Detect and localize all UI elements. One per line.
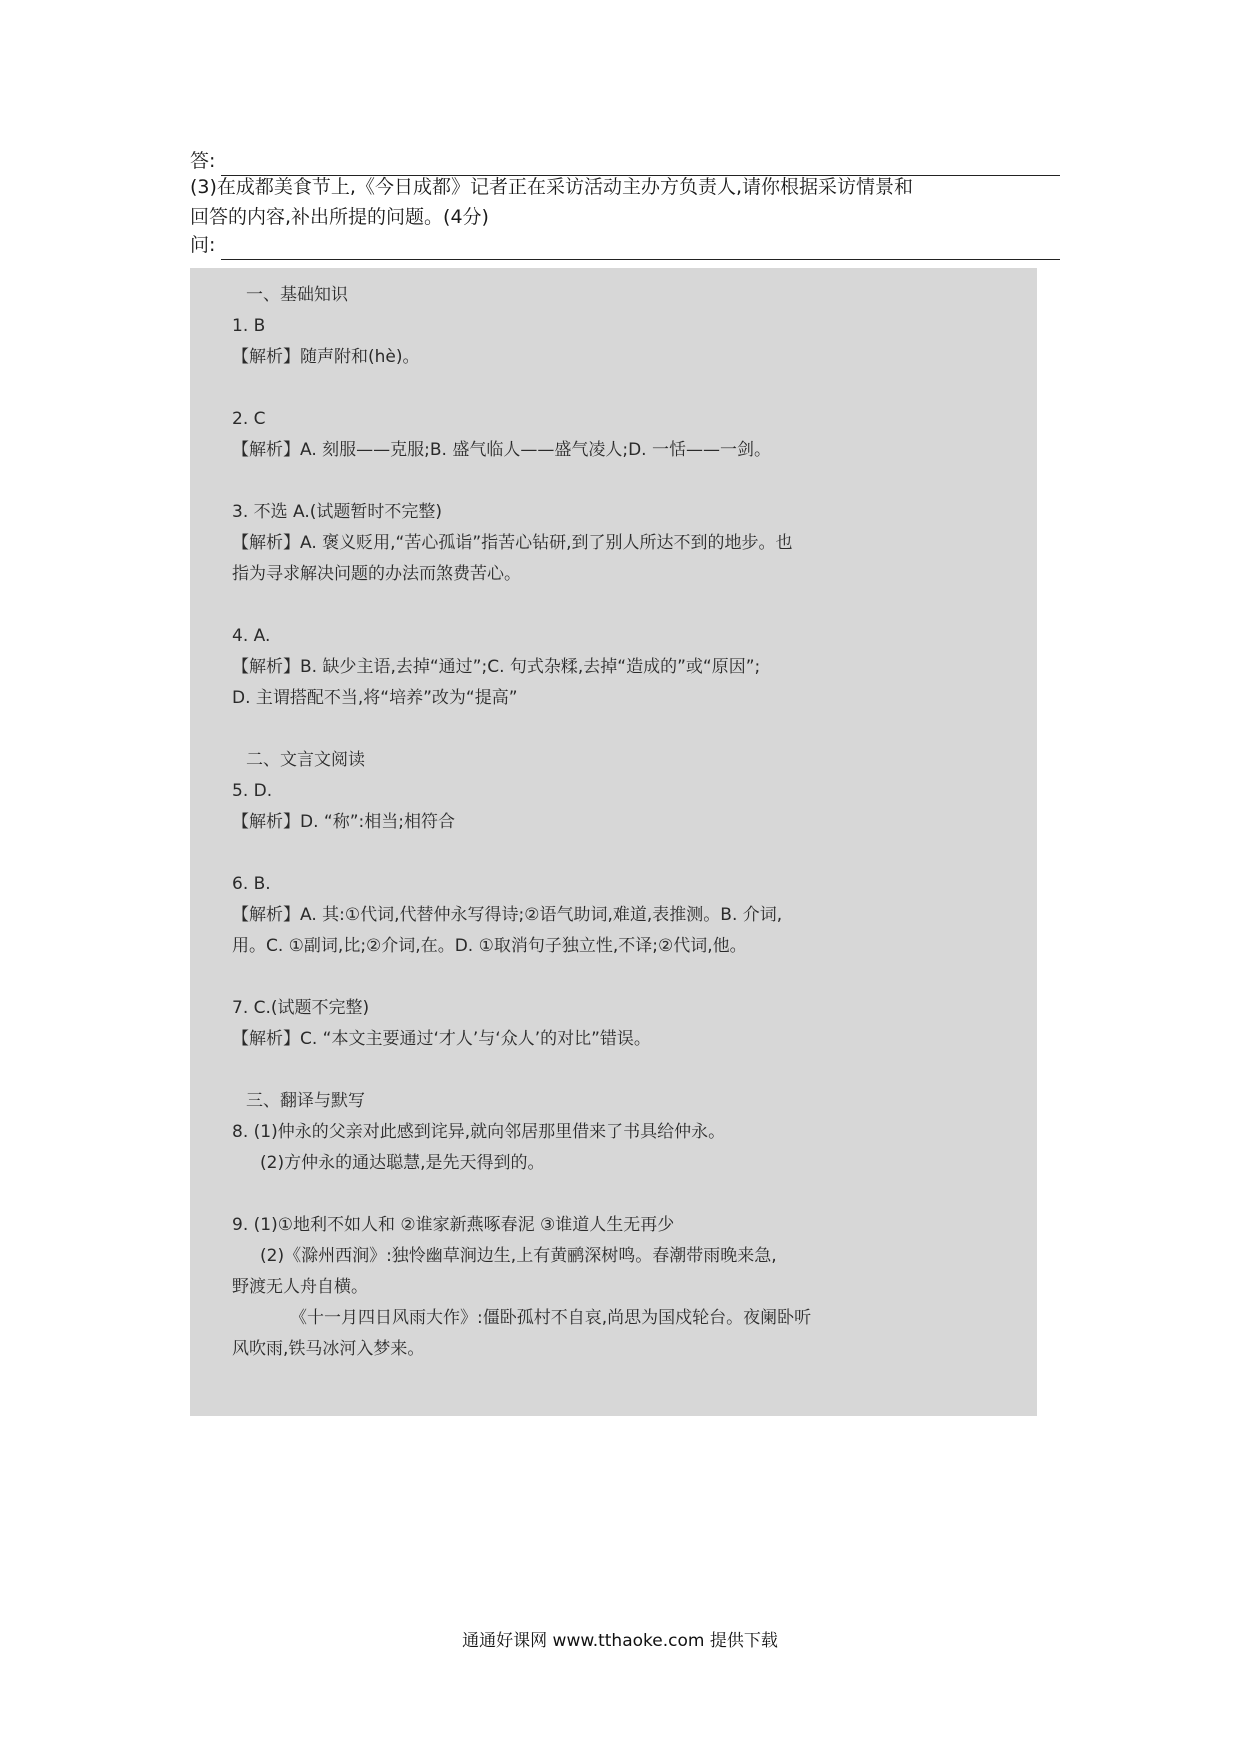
analysis-line: 【解析】C. “本文主要通过‘才人’与‘众人’的对比”错误。 — [232, 1029, 651, 1049]
question-3-line1: (3)在成都美食节上,《今日成都》记者正在采访活动主办方负责人,请你根据采访情景和 — [190, 176, 913, 198]
analysis-line: 【解析】A. 褒义贬用,“苦心孤诣”指苦心钻研,到了别人所达不到的地步。也 — [232, 533, 793, 553]
answer-line: 8. (1)仲永的父亲对此感到诧异,就向邻居那里借来了书具给仲永。 — [232, 1122, 726, 1142]
answer-line: (2)《滁州西涧》:独怜幽草涧边生,上有黄鹂深树鸣。春潮带雨晚来急, — [260, 1246, 777, 1266]
ask-row — [190, 230, 1060, 260]
answer-line: 3. 不选 A.(试题暂时不完整) — [232, 502, 443, 522]
footer-credit: 通通好课网 www.tthaoke.com 提供下载 — [462, 1631, 778, 1651]
analysis-line: 【解析】A. 刻服——克服;B. 盛气临人——盛气凌人;D. 一恬——一剑。 — [232, 440, 771, 460]
section-heading: 一、基础知识 — [246, 285, 348, 305]
question-3 — [190, 172, 1060, 232]
answer-key-panel — [190, 268, 1037, 1416]
ask-blank-line[interactable] — [221, 239, 1060, 260]
analysis-line: 用。C. ①副词,比;②介词,在。D. ①取消句子独立性,不译;②代词,他。 — [232, 936, 747, 956]
analysis-line: 【解析】A. 其:①代词,代替仲永写得诗;②语气助词,难道,表推测。B. 介词, — [232, 905, 783, 925]
answer-line: 1. B — [232, 316, 266, 336]
answer-line: 2. C — [232, 409, 266, 429]
question-3-line2: 回答的内容,补出所提的问题。(4分) — [190, 206, 489, 228]
answer-line: 野渡无人舟自横。 — [232, 1277, 368, 1297]
answer-line: (2)方仲永的通达聪慧,是先天得到的。 — [260, 1153, 545, 1173]
answer-line: 5. D. — [232, 781, 273, 801]
answer-label: 答: — [190, 150, 216, 172]
analysis-line: 【解析】B. 缺少主语,去掉“通过”;C. 句式杂糅,去掉“造成的”或“原因”; — [232, 657, 761, 677]
analysis-line: D. 主谓搭配不当,将“培养”改为“提高” — [232, 688, 518, 708]
section-heading: 三、翻译与默写 — [246, 1091, 365, 1111]
answer-line: 《十一月四日风雨大作》:僵卧孤村不自哀,尚思为国戍轮台。夜阑卧听 — [290, 1308, 812, 1328]
analysis-line: 【解析】D. “称”:相当;相符合 — [232, 812, 455, 832]
answer-line: 9. (1)①地利不如人和 ②谁家新燕啄春泥 ③谁道人生无再少 — [232, 1215, 675, 1235]
answer-line: 4. A. — [232, 626, 271, 646]
section-heading: 二、文言文阅读 — [246, 750, 365, 770]
analysis-line: 指为寻求解决问题的办法而煞费苦心。 — [232, 564, 521, 584]
answer-line: 6. B. — [232, 874, 271, 894]
answer-line: 7. C.(试题不完整) — [232, 998, 370, 1018]
ask-label: 问: — [190, 234, 216, 256]
analysis-line: 【解析】随声附和(hè)。 — [232, 347, 420, 367]
answer-line: 风吹雨,铁马冰河入梦来。 — [232, 1339, 425, 1359]
